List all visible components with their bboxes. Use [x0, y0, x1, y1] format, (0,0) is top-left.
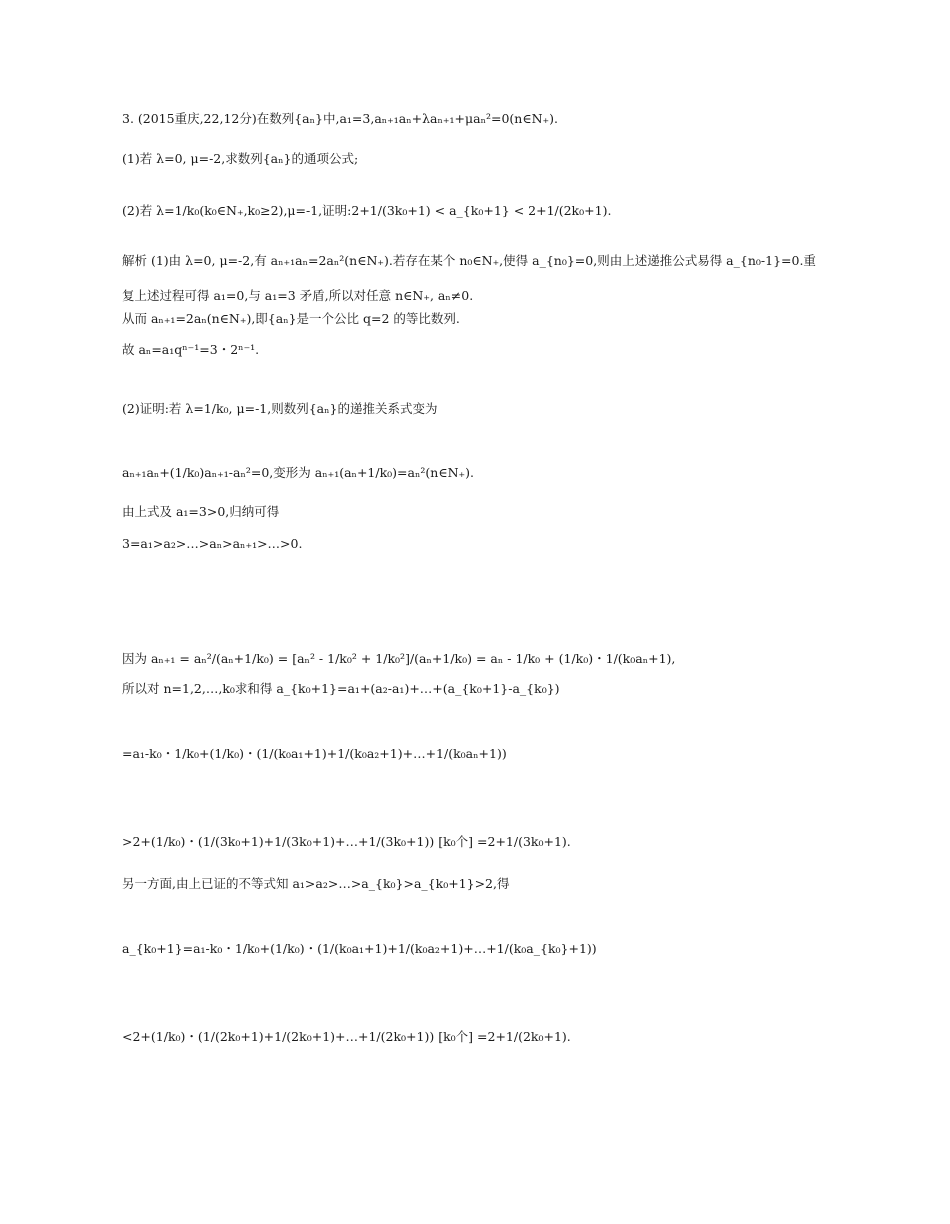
solution-line-10: 所以对 n=1,2,…,k₀求和得 a_{k₀+1}=a₁+(a₂-a₁)+…+(a_{k₀+1}-a_{k₀})	[122, 681, 560, 696]
solution-line-13: 另一方面,由上已证的不等式知 a₁>a₂>…>a_{k₀}>a_{k₀+1}>2,得	[122, 876, 510, 891]
solution-line-7: 由上式及 a₁=3>0,归纳可得	[122, 504, 280, 519]
solution-line-9: 因为 aₙ₊₁ = aₙ²/(aₙ+1/k₀) = [aₙ² - 1/k₀² + 1/k₀²]/(aₙ+1/k₀) = aₙ - 1/k₀ + (1/k₀)・1/(k₀aₙ+1),	[122, 651, 676, 666]
solution-line-5: (2)证明:若 λ=1/k₀, μ=-1,则数列{aₙ}的递推关系式变为	[122, 401, 438, 416]
solution-line-3: 从而 aₙ₊₁=2aₙ(n∈N₊),即{aₙ}是一个公比 q=2 的等比数列.	[122, 311, 460, 326]
solution-line-4: 故 aₙ=a₁qⁿ⁻¹=3・2ⁿ⁻¹.	[122, 342, 260, 357]
solution-line-1: 解析 (1)由 λ=0, μ=-2,有 aₙ₊₁aₙ=2aₙ²(n∈N₊).若存在某个 n₀∈N₊,使得 a_{n₀}=0,则由上述递推公式易得 a_{n₀-1}=0.重	[122, 253, 816, 268]
solution-line-14: a_{k₀+1}=a₁-k₀・1/k₀+(1/k₀)・(1/(k₀a₁+1)+1/(k₀a₂+1)+…+1/(k₀a_{k₀}+1))	[122, 941, 597, 956]
solution-line-11: =a₁-k₀・1/k₀+(1/k₀)・(1/(k₀a₁+1)+1/(k₀a₂+1)+…+1/(k₀aₙ+1))	[122, 746, 507, 761]
solution-line-6: aₙ₊₁aₙ+(1/k₀)aₙ₊₁-aₙ²=0,变形为 aₙ₊₁(aₙ+1/k₀)=aₙ²(n∈N₊).	[122, 465, 474, 480]
problem-part2: (2)若 λ=1/k₀(k₀∈N₊,k₀≥2),μ=-1,证明:2+1/(3k₀+1) < a_{k₀+1} < 2+1/(2k₀+1).	[122, 203, 612, 218]
solution-line-8: 3=a₁>a₂>…>aₙ>aₙ₊₁>…>0.	[122, 536, 303, 551]
problem-part1: (1)若 λ=0, μ=-2,求数列{aₙ}的通项公式;	[122, 151, 359, 166]
solution-line-2: 复上述过程可得 a₁=0,与 a₁=3 矛盾,所以对任意 n∈N₊, aₙ≠0.	[122, 288, 474, 303]
solution-line-15: <2+(1/k₀)・(1/(2k₀+1)+1/(2k₀+1)+…+1/(2k₀+1)) [k₀个] =2+1/(2k₀+1).	[122, 1029, 571, 1044]
solution-line-12: >2+(1/k₀)・(1/(3k₀+1)+1/(3k₀+1)+…+1/(3k₀+1)) [k₀个] =2+1/(3k₀+1).	[122, 834, 571, 849]
problem-header: 3. (2015重庆,22,12分)在数列{aₙ}中,a₁=3,aₙ₊₁aₙ+λaₙ₊₁+μaₙ²=0(n∈N₊).	[122, 111, 558, 126]
